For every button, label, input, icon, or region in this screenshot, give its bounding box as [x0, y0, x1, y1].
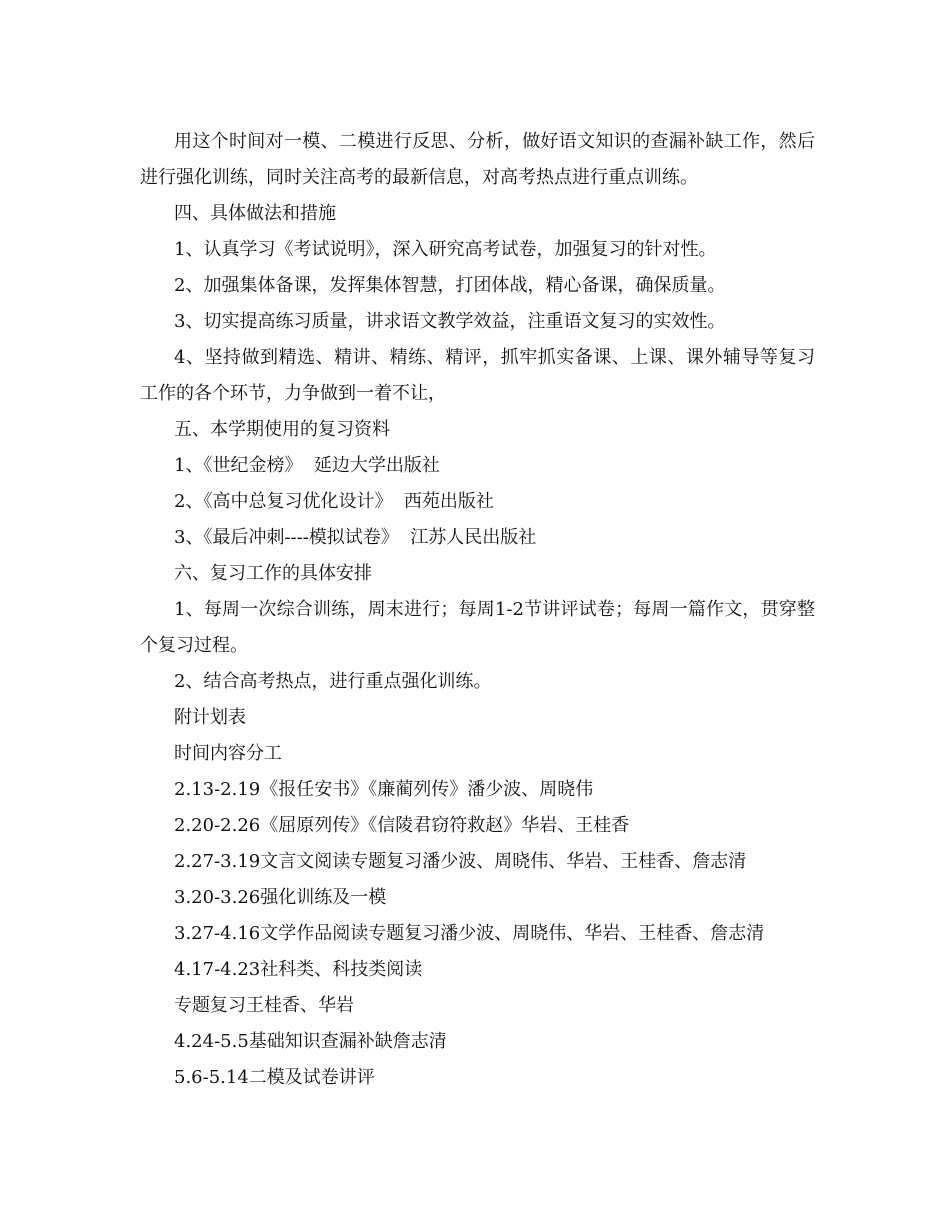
heading-section-five: 五、本学期使用的复习资料 [174, 419, 390, 440]
schedule-header: 时间内容分工 [174, 743, 282, 764]
list-item-measure-2: 2、加强集体备课，发挥集体智慧，打团体战，精心备课，确保质量。 [174, 275, 726, 296]
schedule-title: 附计划表 [174, 707, 246, 728]
list-item-material-3: 3、《最后冲刺----模拟试卷》 江苏人民出版社 [174, 527, 537, 548]
schedule-row: 专题复习王桂香、华岩 [174, 995, 354, 1016]
document-body [140, 124, 815, 1096]
schedule-row: 2.20-2.26《屈原列传》《信陵君窃符救赵》华岩、王桂香 [174, 815, 630, 836]
list-item-arrangement-2: 2、结合高考热点，进行重点强化训练。 [174, 671, 492, 692]
schedule-row: 2.13-2.19《报任安书》《廉蔺列传》潘少波、周晓伟 [174, 779, 594, 800]
list-item-measure-4: 4、坚持做到精选、精讲、精练、精评，抓牢抓实备课、上课、课外辅导等复习工作的各个环节，力争做到一着不让， [140, 347, 815, 404]
list-item-arrangement-1: 1、每周一次综合训练，周末进行；每周1-2节讲评试卷；每周一篇作文，贯穿整个复习过程。 [140, 599, 815, 656]
schedule-row: 5.6-5.14二模及试卷讲评 [174, 1067, 375, 1088]
list-item-measure-1: 1、认真学习《考试说明》，深入研究高考试卷，加强复习的针对性。 [174, 239, 717, 260]
list-item-measure-3: 3、切实提高练习质量，讲求语文教学效益，注重语文复习的实效性。 [174, 311, 726, 332]
schedule-row: 2.27-3.19文言文阅读专题复习潘少波、周晓伟、华岩、王桂香、詹志清 [174, 851, 747, 872]
list-item-material-1: 1、《世纪金榜》 延边大学出版社 [174, 455, 440, 476]
list-item-material-2: 2、《高中总复习优化设计》 西苑出版社 [174, 491, 494, 512]
schedule-row: 4.17-4.23社科类、科技类阅读 [174, 959, 423, 980]
schedule-row: 3.20-3.26强化训练及一模 [174, 887, 387, 908]
schedule-row: 4.24-5.5基础知识查漏补缺詹志清 [174, 1031, 447, 1052]
heading-section-six: 六、复习工作的具体安排 [174, 563, 372, 584]
schedule-row: 3.27-4.16文学作品阅读专题复习潘少波、周晓伟、华岩、王桂香、詹志清 [174, 923, 765, 944]
paragraph-intro: 用这个时间对一模、二模进行反思、分析，做好语文知识的查漏补缺工作，然后进行强化训练，同时关注高考的最新信息，对高考热点进行重点训练。 [140, 131, 815, 188]
heading-section-four: 四、具体做法和措施 [174, 203, 336, 224]
